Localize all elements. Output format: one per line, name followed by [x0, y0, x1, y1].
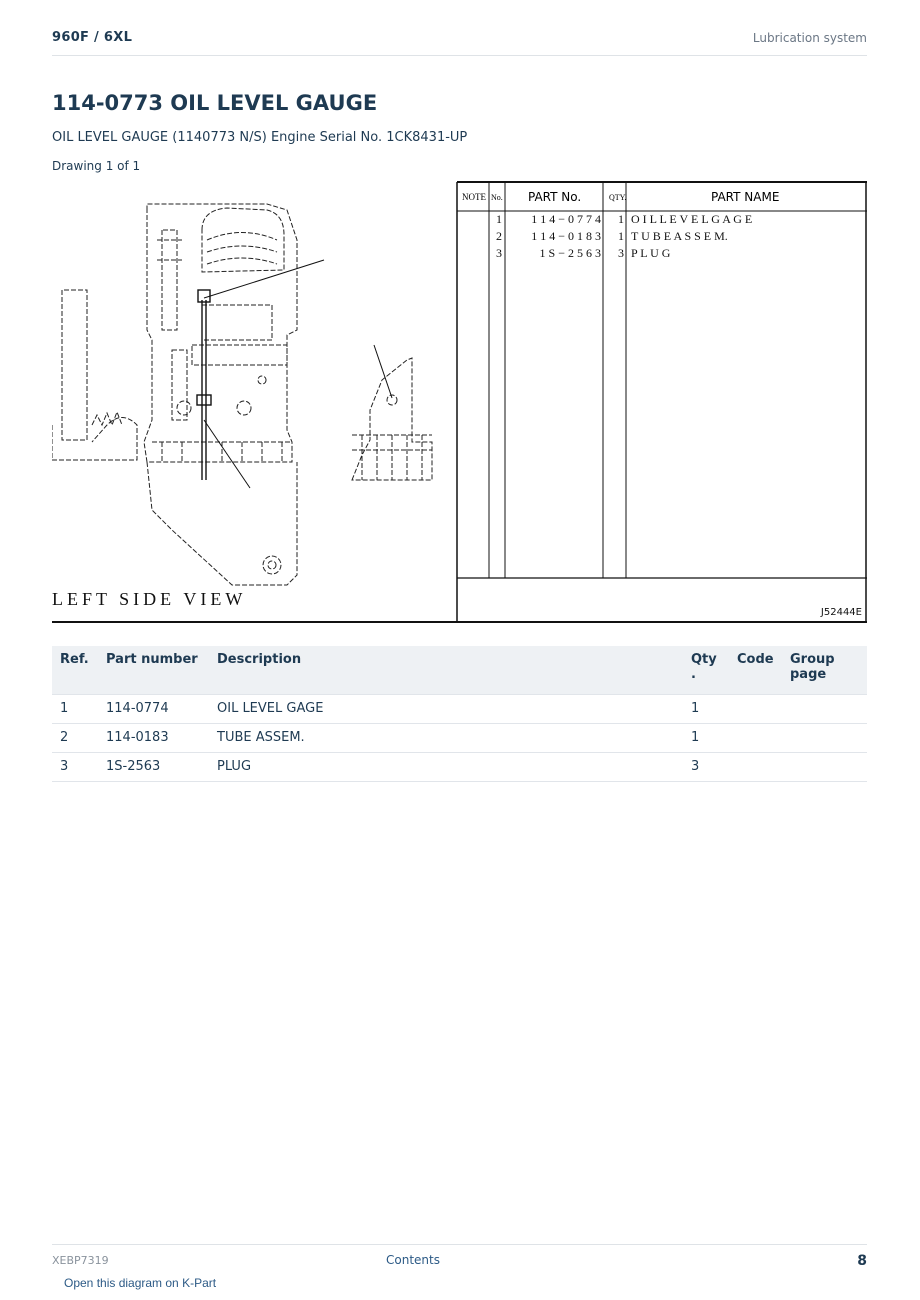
table-row [52, 694, 867, 723]
page-subtitle: OIL LEVEL GAUGE (1140773 N/S) Engine Serial No. 1CK8431-UP [52, 130, 468, 145]
model-label: 960F / 6XL [52, 30, 133, 45]
header-ref: Ref. [60, 652, 89, 667]
cell-part-number: 1S-2563 [98, 752, 209, 781]
page-footer [52, 1244, 867, 1274]
cell-code [729, 752, 782, 781]
drawing-row-part: 1 1 4 − 0 7 7 4 [531, 212, 601, 226]
cell-part-number: 114-0774 [98, 694, 209, 723]
col-no: No. [491, 193, 503, 202]
contents-link[interactable]: Contents [386, 1253, 440, 1267]
engine-drawing-svg [52, 180, 868, 625]
cell-group-page [782, 752, 867, 781]
page-header [52, 28, 867, 56]
drawing-row-no: 2 [496, 229, 502, 243]
drawing-rows [496, 212, 752, 260]
cell-description: OIL LEVEL GAGE [209, 694, 683, 723]
drawing-row-name: O I L L E V E L G A G E [631, 212, 753, 226]
document-id: XEBP7319 [52, 1254, 109, 1267]
cell-ref: 1 [52, 694, 98, 723]
col-note: NOTE [462, 192, 486, 202]
col-part-no: PART No. [528, 190, 582, 204]
cell-group-page [782, 723, 867, 752]
cell-ref: 2 [52, 723, 98, 752]
page-title: 114-0773 OIL LEVEL GAUGE [52, 91, 378, 115]
drawing-row-part: 1 S − 2 5 6 3 [539, 246, 601, 260]
cell-description: PLUG [209, 752, 683, 781]
col-qty: QTY. [609, 193, 627, 202]
header-qty: Qty . [691, 652, 717, 682]
cell-qty: 1 [683, 723, 729, 752]
cell-qty: 1 [683, 694, 729, 723]
parts-table [52, 646, 867, 782]
cell-part-number: 114-0183 [98, 723, 209, 752]
parts-list-frame [52, 182, 867, 623]
dipstick-tube [197, 290, 211, 480]
drawing-ref-code: J52444E [820, 607, 862, 618]
drawing-row-name: P L U G [631, 246, 671, 260]
drawing-row-qty: 3 [618, 246, 624, 260]
leader-lines [204, 260, 392, 488]
cell-description: TUBE ASSEM. [209, 723, 683, 752]
drawing-row-qty: 1 [618, 229, 624, 243]
header-part-number: Part number [106, 652, 198, 667]
drawing-row-no: 3 [496, 246, 502, 260]
header-code: Code [737, 652, 774, 667]
cell-group-page [782, 694, 867, 723]
parts-table-header [52, 646, 867, 694]
cell-qty: 3 [683, 752, 729, 781]
drawing-row-part: 1 1 4 − 0 1 8 3 [531, 229, 601, 243]
drawing-row-qty: 1 [618, 212, 624, 226]
cell-code [729, 694, 782, 723]
col-part-name: PART NAME [711, 190, 780, 204]
view-label: LEFT SIDE VIEW [52, 589, 247, 609]
cell-code [729, 723, 782, 752]
header-description: Description [217, 652, 302, 667]
drawing-row-name: T U B E A S S E M. [631, 229, 728, 243]
parts-drawing [52, 180, 868, 625]
section-label: Lubrication system [752, 31, 867, 45]
table-row [52, 752, 867, 781]
open-kpart-link[interactable]: Open this diagram on K-Part [64, 1276, 217, 1290]
engine-illustration [52, 204, 432, 585]
page-number: 8 [857, 1253, 867, 1269]
drawing-row-no: 1 [496, 212, 502, 226]
table-row [52, 723, 867, 752]
drawing-count: Drawing 1 of 1 [52, 159, 141, 173]
header-group-page: Group page [790, 652, 835, 682]
cell-ref: 3 [52, 752, 98, 781]
